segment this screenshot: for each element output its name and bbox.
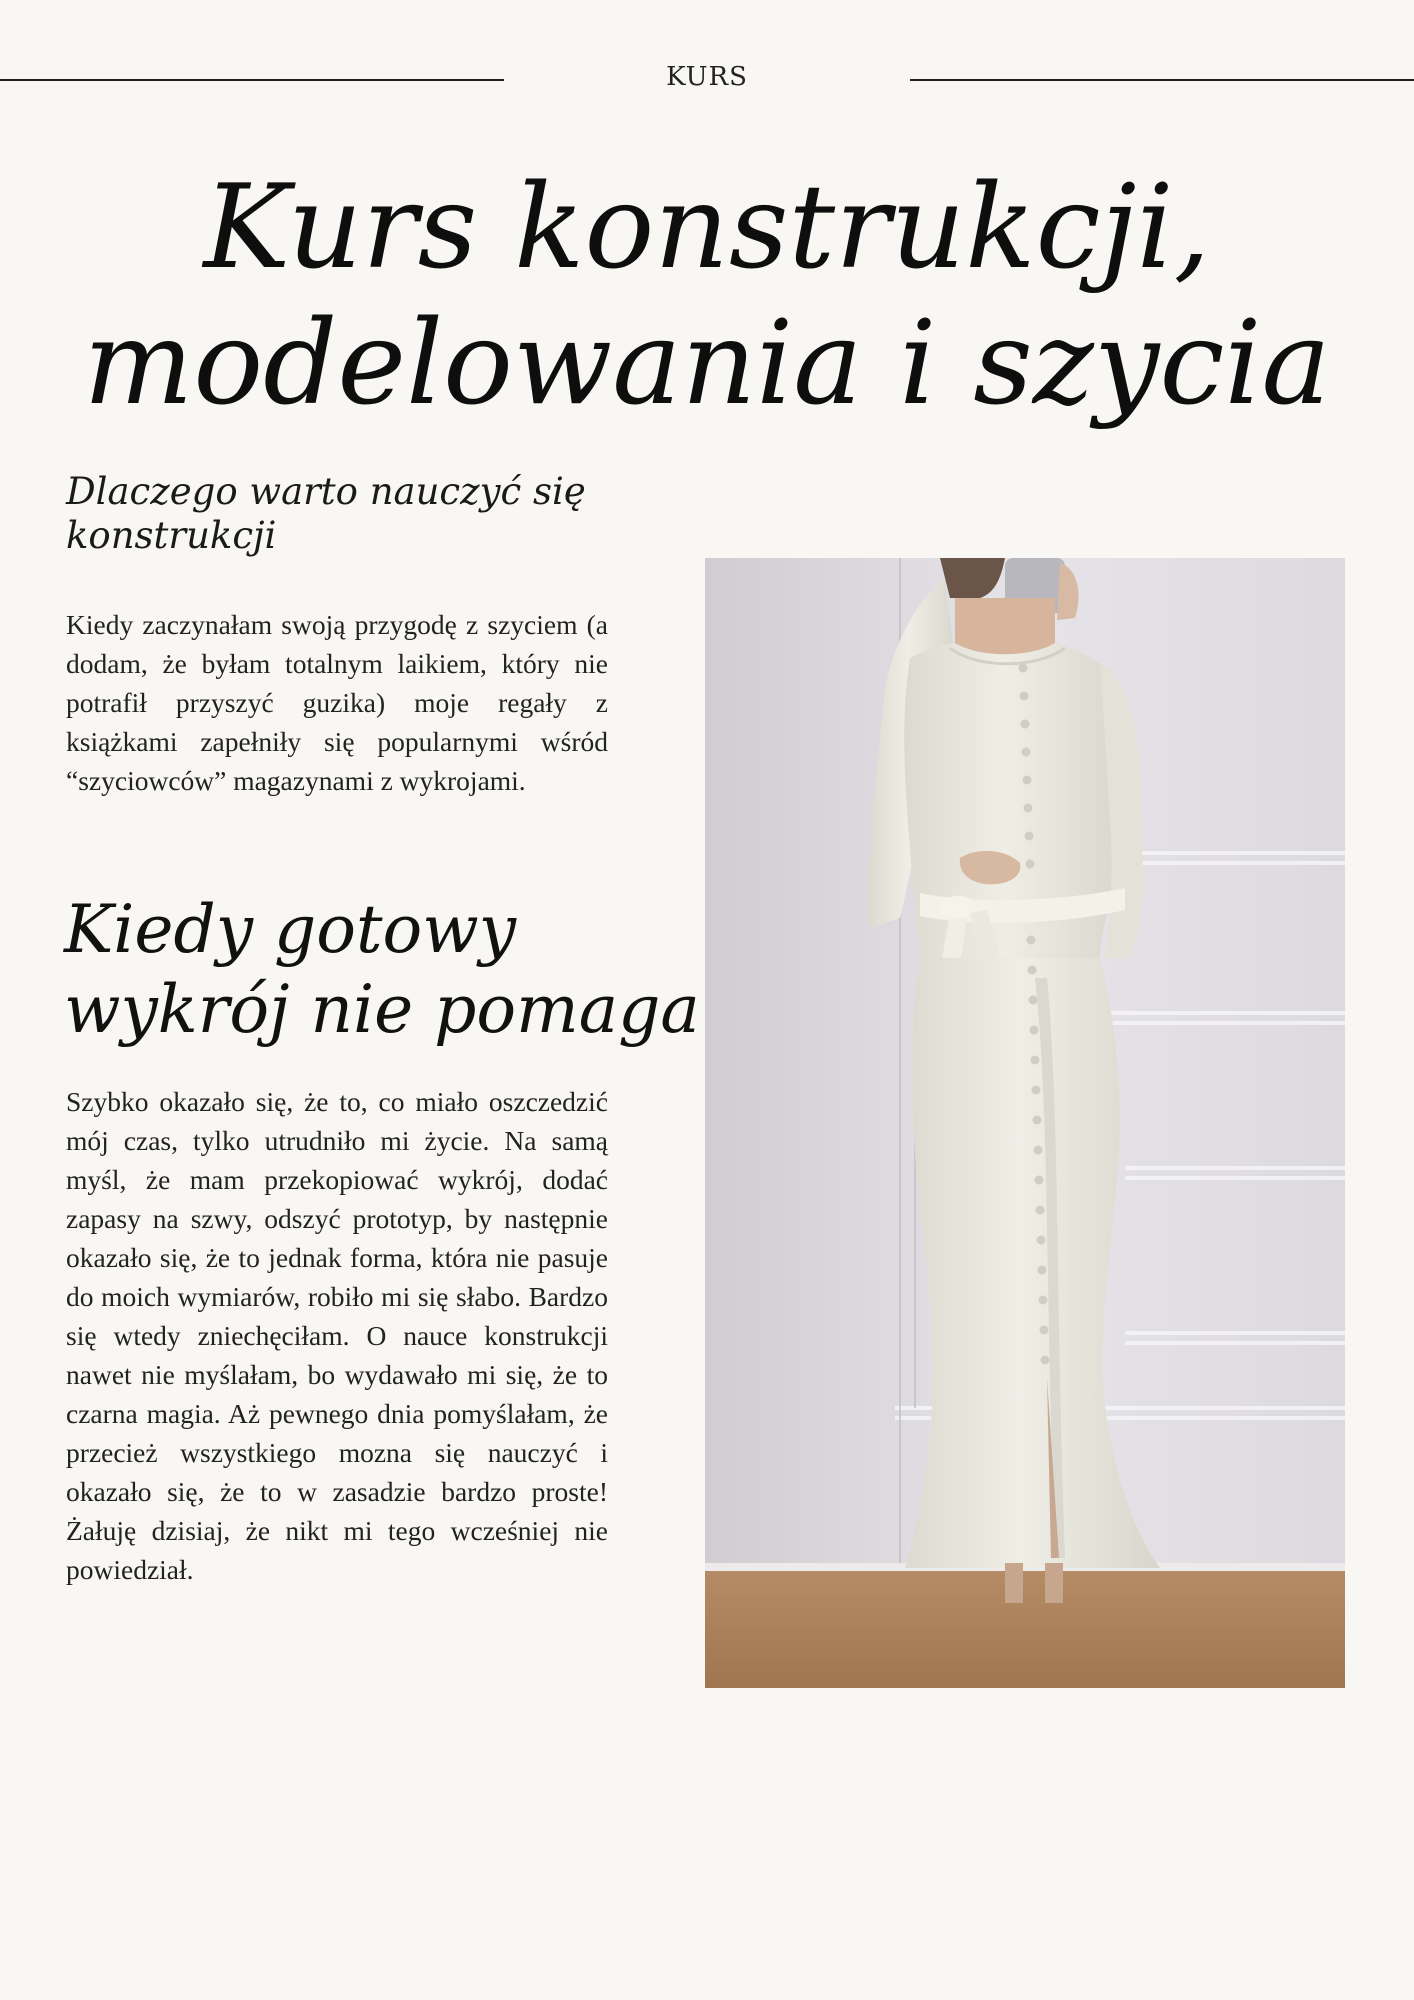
- section-heading: [64, 890, 704, 1050]
- page-title-line-1: Kurs konstrukcji,: [203, 160, 1211, 295]
- intro-heading: Dlaczego warto nauczyć się konstrukcji: [66, 470, 586, 557]
- section-heading-line-1: Kiedy gotowy: [64, 891, 517, 968]
- dress-photo: [705, 558, 1345, 1688]
- header-rule-left: [0, 79, 504, 81]
- header-rule-right: [910, 79, 1414, 81]
- header-label: KURS: [666, 62, 748, 92]
- page-title: [40, 160, 1374, 432]
- page-title-line-2: modelowania i szycia: [83, 296, 1331, 431]
- intro-paragraph: Kiedy zaczynałam swoją przygodę z szyciem (a dodam, że byłam totalnym laikiem, który nie potrafił przyszyć guzika) moje regały z książkami zapełniły się popularnymi wśród “szyciowców” magazynami z wykrojami.: [66, 609, 608, 796]
- section-heading-line-2: wykrój nie pomaga: [64, 971, 700, 1048]
- section-paragraph: Szybko okazało się, że to, co miało oszczedzić mój czas, tylko utrudniło mi życie. Na samą myśl, że mam przekopiować wykrój, dodać zapasy na szwy, odszyć prototyp, by następnie okazało się, że to jednak forma, która nie pasuje do moich wymiarów, robiło mi się słabo. Bardzo się wtedy zniechęciłam. O nauce konstrukcji nawet nie myślałam, bo wydawało mi się, że to czarna magia. Aż pewnego dnia pomyślałam, że przecież wszystkiego mozna się nauczyć i okazało się, że to w zasadzie bardzo proste! Żałuję dzisiaj, że nikt mi tego wcześniej nie powiedział.: [66, 1086, 608, 1585]
